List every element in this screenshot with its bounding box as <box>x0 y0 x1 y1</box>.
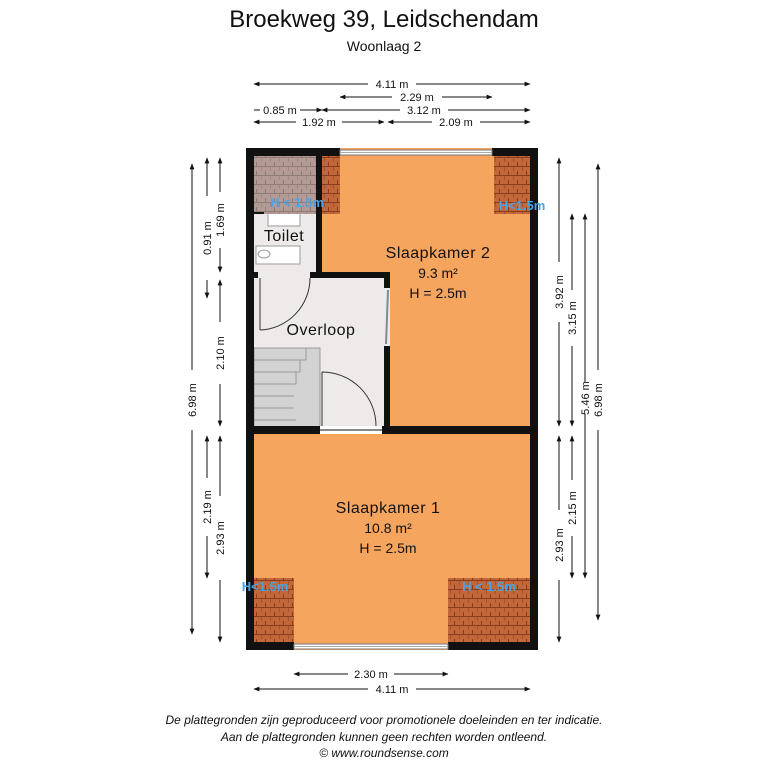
dim-bottom-230: 2.30 m <box>354 669 388 681</box>
room-name-toilet: Toilet <box>263 228 305 245</box>
copyright-line: © www.roundsense.com <box>319 746 449 760</box>
dim-left-091: 0.91 m <box>202 221 214 255</box>
room-height-slaapkamer-2: H = 2.5m <box>409 285 467 301</box>
dim-left-total: 6.98 m <box>187 383 199 417</box>
room-area-slaapkamer-2: 9.3 m² <box>418 265 458 281</box>
dim-left-219: 2.19 m <box>202 490 214 524</box>
dim-right-698: 6.98 m <box>593 383 605 417</box>
window-bottom <box>294 644 448 649</box>
room-name-slaapkamer-1: Slaapkamer 1 <box>335 500 441 517</box>
dim-top-209: 2.09 m <box>439 117 473 129</box>
dim-top-312: 3.12 m <box>407 105 441 117</box>
disclaimer-line-1: De plattegronden zijn geproduceerd voor promotionele doeleinden en ter indicatie. <box>165 713 603 727</box>
window-top <box>340 150 492 155</box>
dim-right-293: 2.93 m <box>554 528 566 562</box>
plan-subtitle: Woonlaag 2 <box>346 38 422 54</box>
dim-right-392: 3.92 m <box>554 275 566 309</box>
dim-right-215: 2.15 m <box>567 491 579 525</box>
dim-top-total: 4.11 m <box>375 79 409 91</box>
low-height-label-bottomright: H < 1.5m <box>462 579 516 594</box>
room-height-slaapkamer-1: H = 2.5m <box>359 540 417 556</box>
low-height-label-topleft: H < 1.5m <box>270 195 324 210</box>
staircase <box>254 348 320 430</box>
room-name-slaapkamer-2: Slaapkamer 2 <box>385 245 491 262</box>
dim-left-210: 2.10 m <box>215 336 227 370</box>
dim-top-192: 1.92 m <box>302 117 336 129</box>
low-height-label-topright: H<1.5m <box>498 198 546 213</box>
dim-right-546: 5.46 m <box>580 381 592 415</box>
dim-top-085: 0.85 m <box>263 105 297 117</box>
dim-top-229: 2.29 m <box>400 92 434 104</box>
room-name-overloop: Overloop <box>286 322 356 339</box>
dim-left-293: 2.93 m <box>215 521 227 555</box>
dim-right-315: 3.15 m <box>567 301 579 335</box>
low-height-label-bottomleft: H<1.5m <box>241 579 289 594</box>
room-area-slaapkamer-1: 10.8 m² <box>364 520 412 536</box>
plan-title: Broekweg 39, Leidschendam <box>229 6 539 33</box>
dim-bottom-total: 4.11 m <box>375 684 409 696</box>
dim-left-169: 1.69 m <box>215 203 227 237</box>
disclaimer-line-2: Aan de plattegronden kunnen geen rechten worden ontleend. <box>220 730 548 744</box>
